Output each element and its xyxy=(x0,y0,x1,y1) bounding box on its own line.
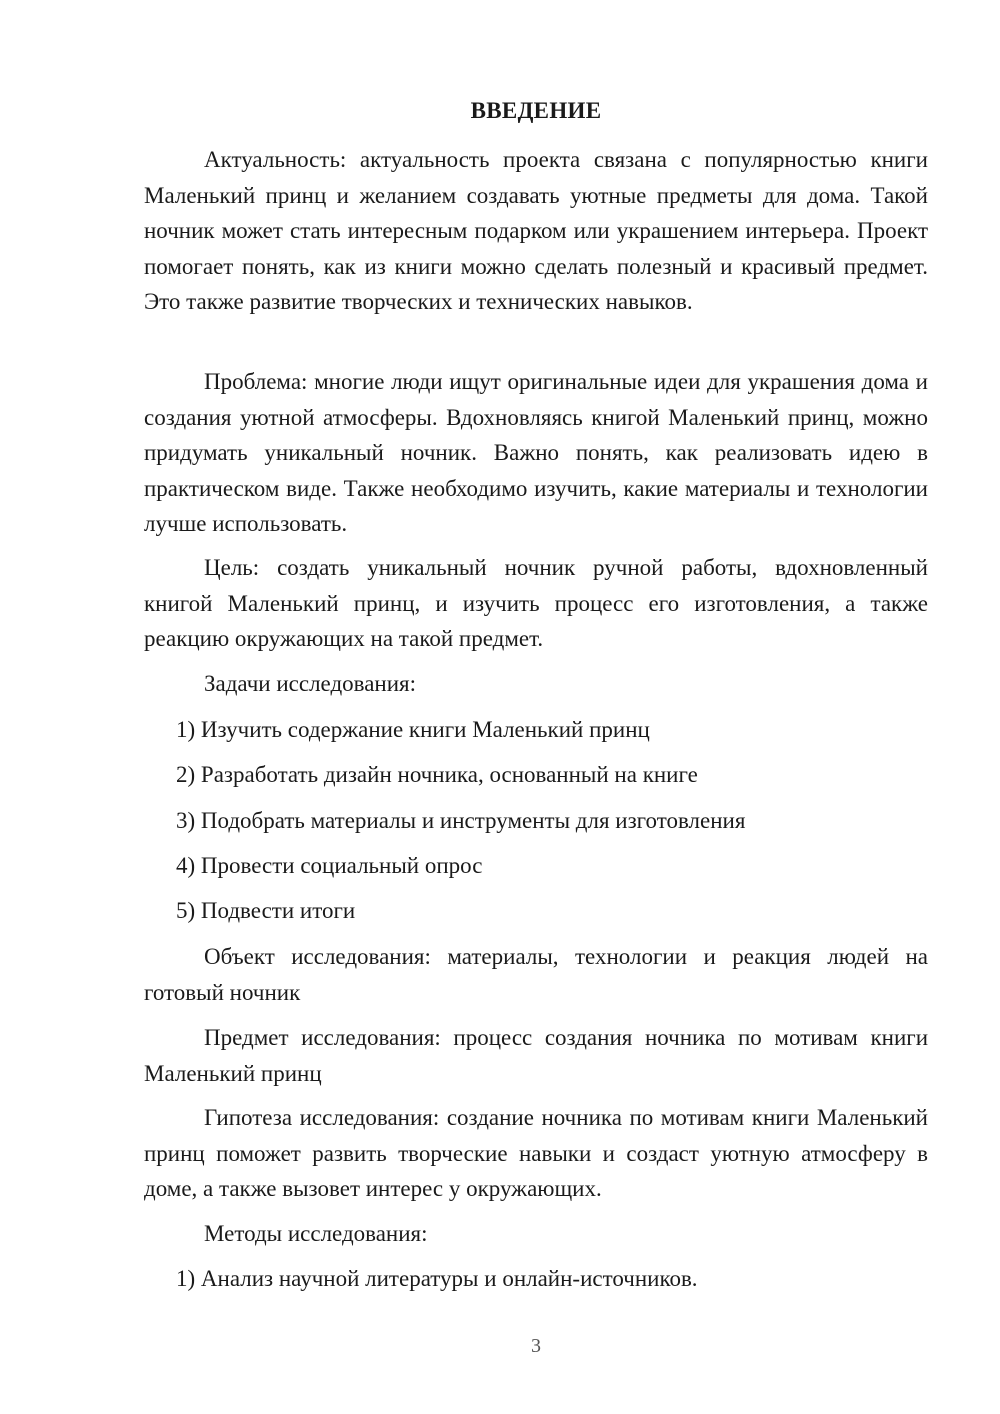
problem-section xyxy=(144,364,928,542)
list-item: 1) Изучить содержание книги Маленький принц xyxy=(176,717,650,742)
task-item-3-block xyxy=(144,803,928,839)
object-section xyxy=(144,939,928,1010)
goal-section xyxy=(144,550,928,657)
subject-paragraph: Предмет исследования: процесс создания ночника по мотивам книги Маленький принц xyxy=(144,1025,928,1086)
list-item: 2) Разработать дизайн ночника, основанный на книге xyxy=(176,762,698,787)
list-item: 1) Анализ научной литературы и онлайн-источников. xyxy=(176,1266,698,1291)
page-number: 3 xyxy=(531,1335,541,1357)
task-item-5-block xyxy=(144,893,928,929)
list-item: 4) Провести социальный опрос xyxy=(176,853,483,878)
tasks-heading-block xyxy=(144,666,928,702)
problem-paragraph: Проблема: многие люди ищут оригинальные идеи для украшения дома и создания уютной атмосферы. Вдохновляясь книгой Маленький принц, можно придумать уникальный ночник. Важно понять, как реализовать идею в практическом виде. Также необходимо изучить, какие материалы и технологии лучше использовать. xyxy=(144,369,928,536)
subject-section xyxy=(144,1020,928,1091)
task-item-1-block xyxy=(144,712,928,748)
page-title: ВВЕДЕНИЕ xyxy=(470,98,602,123)
method-item-1-block xyxy=(144,1261,928,1297)
task-item-2-block xyxy=(144,757,928,793)
hypothesis-section xyxy=(144,1100,928,1207)
list-item: 5) Подвести итоги xyxy=(176,898,356,923)
object-paragraph: Объект исследования: материалы, технологии и реакция людей на готовый ночник xyxy=(144,944,928,1005)
task-item-4-block xyxy=(144,848,928,884)
tasks-heading: Задачи исследования: xyxy=(204,671,417,696)
hypothesis-paragraph: Гипотеза исследования: создание ночника по мотивам книги Маленький принц поможет развить творческие навыки и создаст уютную атмосферу в доме, а также вызовет интерес у окружающих. xyxy=(144,1105,928,1201)
methods-heading-block xyxy=(144,1216,928,1252)
relevance-paragraph: Актуальность: актуальность проекта связана с популярностью книги Маленький принц и желанием создавать уютные предметы для дома. Такой ночник может стать интересным подарком или украшением интерьера. Проект помогает понять, как из книги можно сделать полезный и красивый предмет. Это также развитие творческих и технических навыков. xyxy=(144,147,928,314)
relevance-section xyxy=(144,142,928,320)
goal-paragraph: Цель: создать уникальный ночник ручной работы, вдохновленный книгой Маленький принц, и изучить процесс его изготовления, а также реакцию окружающих на такой предмет. xyxy=(144,555,928,651)
list-item: 3) Подобрать материалы и инструменты для изготовления xyxy=(176,808,746,833)
methods-heading: Методы исследования: xyxy=(204,1221,428,1246)
